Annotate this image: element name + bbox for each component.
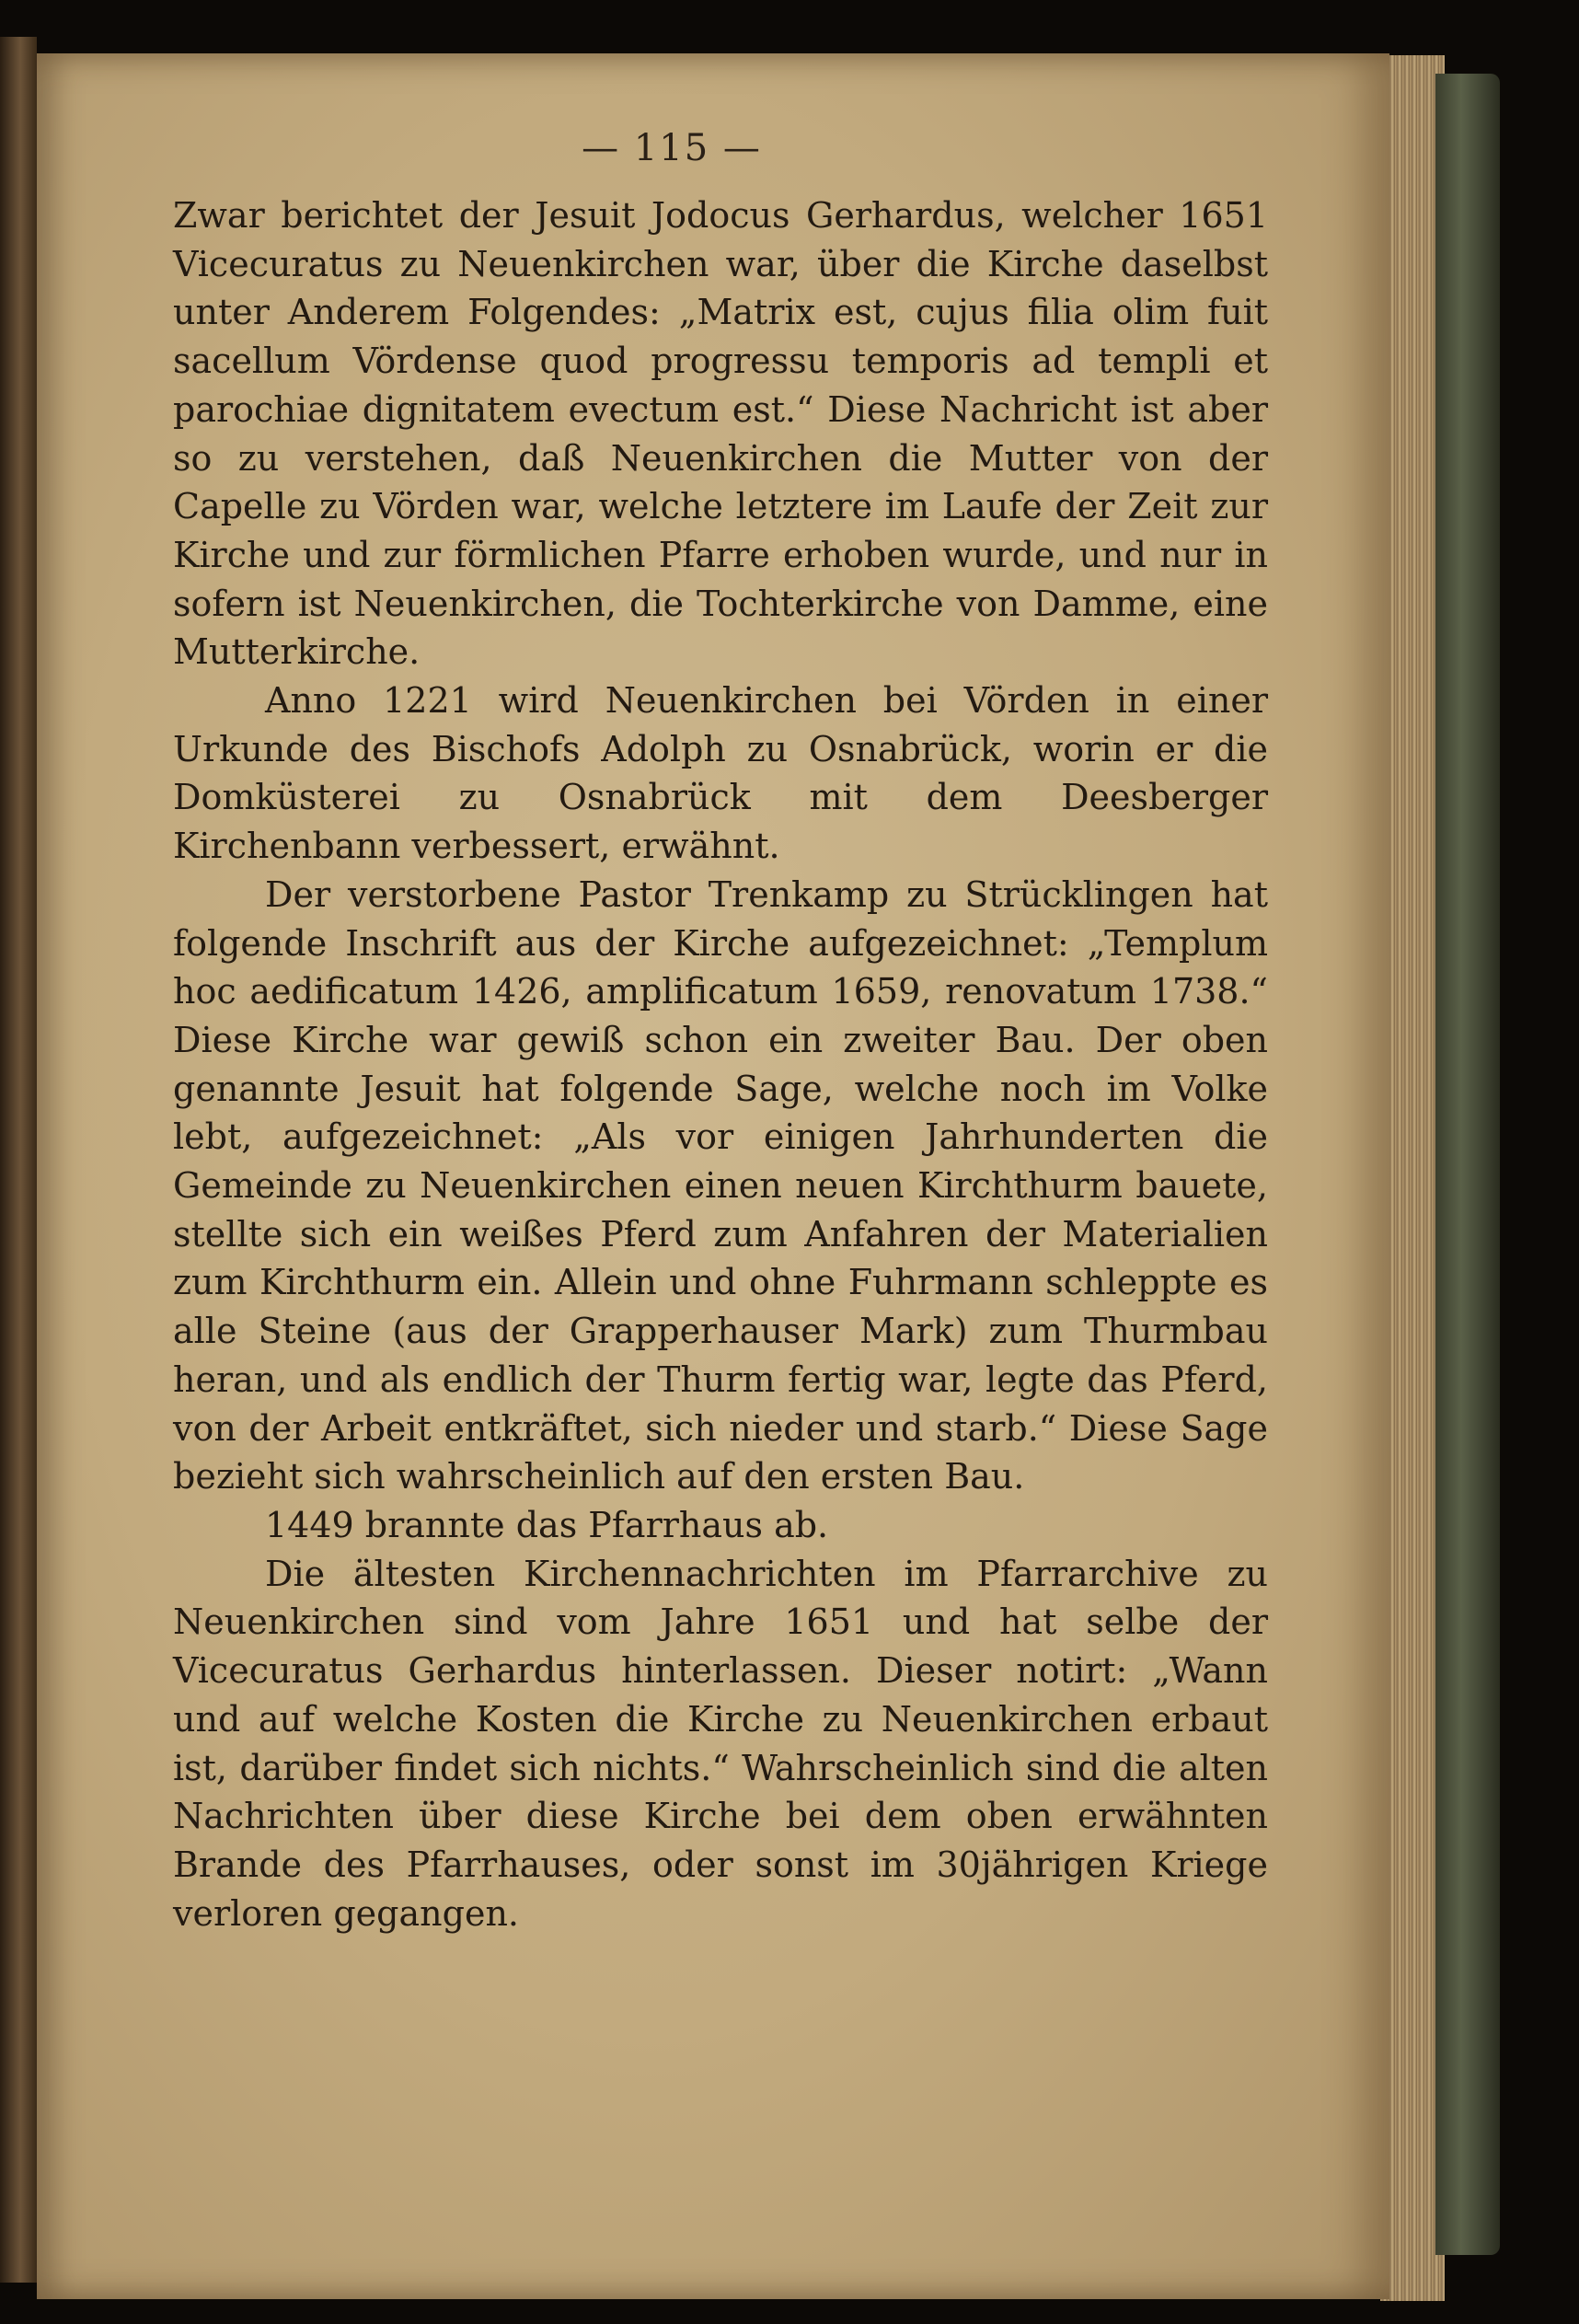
page-number: — 115 — bbox=[582, 127, 762, 169]
page-text bbox=[173, 191, 1268, 1937]
paragraph-1: Zwar berichtet der Jesuit Jodocus Gerhardus, welcher 1651 Vicecuratus zu Neuenkirchen war, über die Kirche daselbst unter Anderem Folgendes: „Matrix est, cujus filia olim fuit sacellum Vördense quod progressu temporis ad templi et parochiae dignitatem evectum est.“ Diese Nachricht ist aber so zu verstehen, daß Neuenkirchen die Mutter von der Capelle zu Vörden war, welche letztere im Laufe der Zeit zur Kirche und zur förmlichen Pfarre erhoben wurde, und nur in sofern ist Neuenkirchen, die Tochterkirche von Damme, eine Mutterkirche. bbox=[173, 195, 1268, 673]
left-page-edge bbox=[0, 37, 37, 2283]
paragraph-2: Anno 1221 wird Neuenkirchen bei Vörden in einer Urkunde des Bischofs Adolph zu Osnabrück, worin er die Domküsterei zu Osnabrück mit dem Deesberger Kirchenbann verbessert, erwähnt. bbox=[173, 680, 1268, 867]
paragraph-5: Die ältesten Kirchennachrichten im Pfarrarchive zu Neuenkirchen sind vom Jahre 1651 und hat selbe der Vicecuratus Gerhardus hinterlassen. Dieser notirt: „Wann und auf welche Kosten die Kirche zu Neuenkirchen erbaut ist, darüber findet sich nichts.“ Wahrscheinlich sind die alten Nachrichten über diese Kirche bei dem oben erwähnten Brande des Pfarrhauses, oder sonst im 30jährigen Kriege verloren gegangen. bbox=[173, 1553, 1268, 1934]
paragraph-3: Der verstorbene Pastor Trenkamp zu Strücklingen hat folgende Inschrift aus der Kirche aufgezeichnet: „Templum hoc aedificatum 1426, amplificatum 1659, renovatum 1738.“ Diese Kirche war gewiß schon ein zweiter Bau. Der oben genannte Jesuit hat folgende Sage, welche noch im Volke lebt, aufgezeichnet: „Als vor einigen Jahrhunderten die Gemeinde zu Neuenkirchen einen neuen Kirchthurm bauete, stellte sich ein weißes Pferd zum Anfahren der Materialien zum Kirchthurm ein. Allein und ohne Fuhrmann schleppte es alle Steine (aus der Grapperhauser Mark) zum Thurmbau heran, und als endlich der Thurm fertig war, legte das Pferd, von der Arbeit entkräftet, sich nieder und starb.“ Diese Sage bezieht sich wahrscheinlich auf den ersten Bau. bbox=[173, 873, 1268, 1497]
paragraph-4: 1449 brannte das Pfarrhaus ab. bbox=[265, 1504, 829, 1545]
book-page bbox=[37, 53, 1389, 2299]
book-binding bbox=[1435, 74, 1500, 2255]
